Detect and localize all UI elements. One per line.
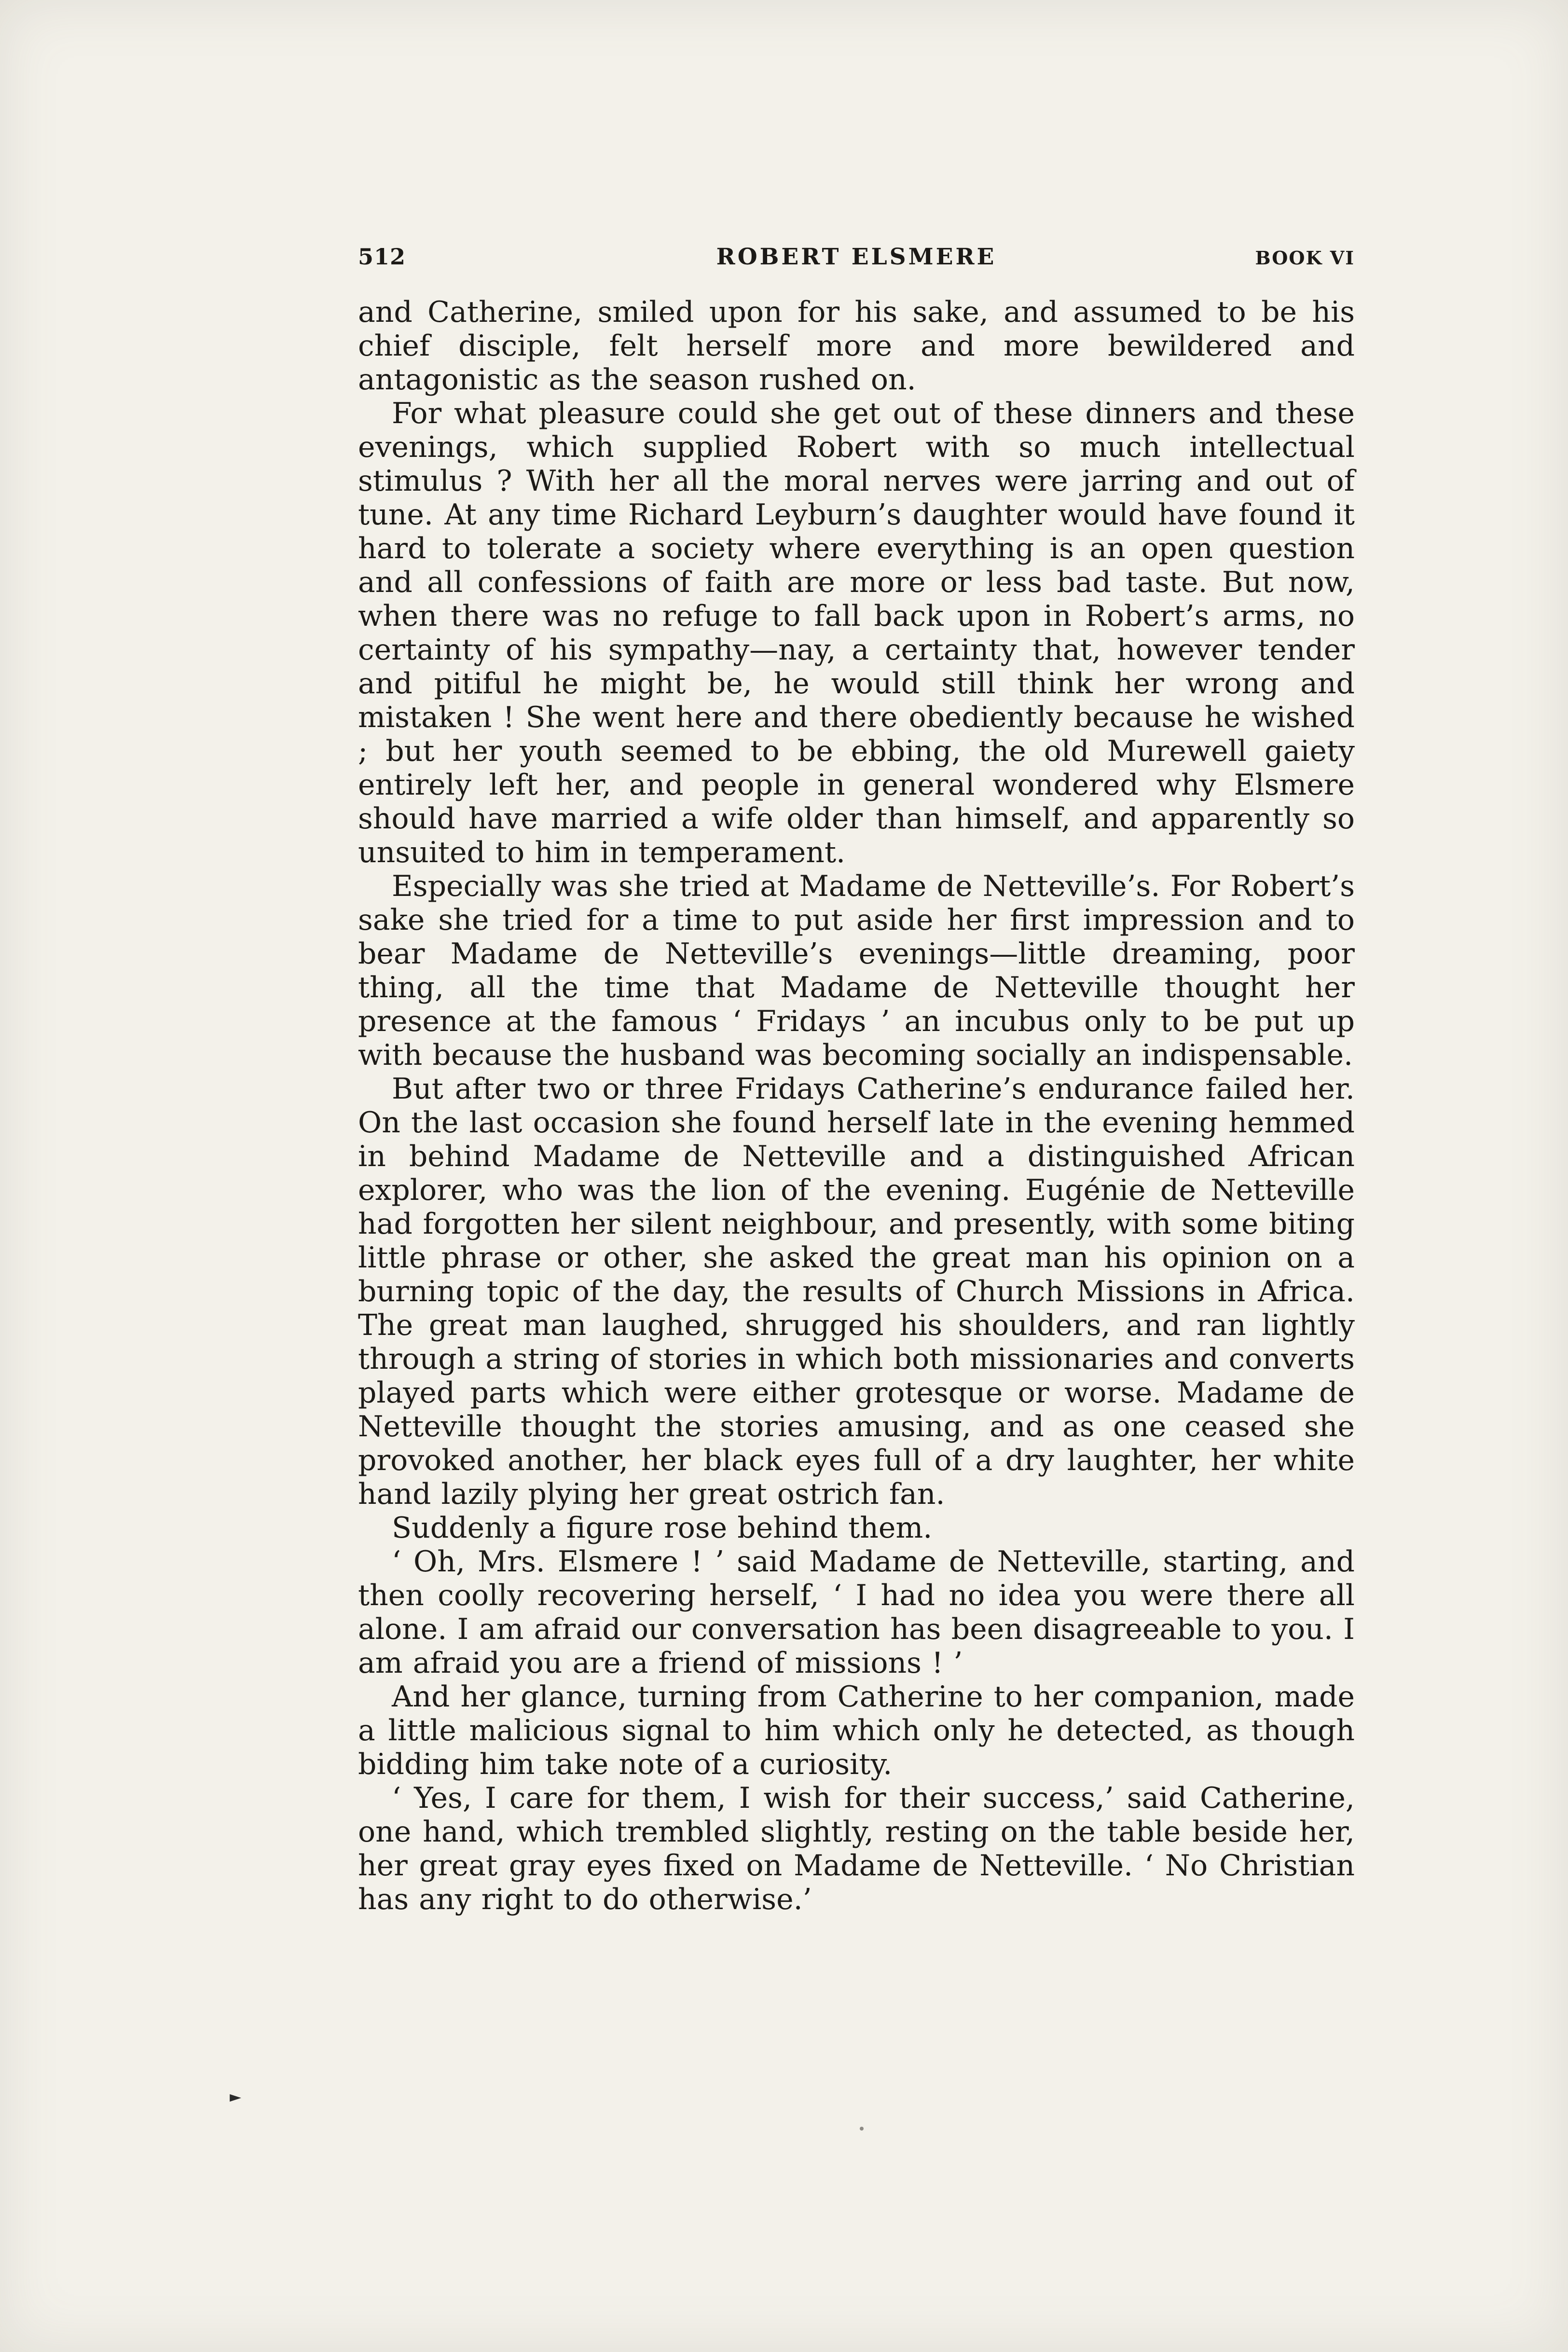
book-label: BOOK VI — [1255, 247, 1355, 269]
paragraph: For what pleasure could she get out of these dinners and these evenings, which supplied Robert with so much intellectual stimulus ? With her all the moral nerves were jarring and out of tune. At any time Richard Leyburn’s daughter would have found it hard to tolerate a society where everything is an open question and all confessions of faith are more or less bad taste. But now, when there was no refuge to fall back upon in Robert’s arms, no certainty of his sympathy—nay, a certainty that, however tender and pitiful he might be, he would still think her wrong and mistaken ! She went here and there obediently because he wished ; but her youth seemed to be ebbing, the old Murewell gaiety entirely left her, and people in general wondered why Elsmere should have married a wife older than himself, and apparently so unsuited to him in temperament. — [358, 397, 1355, 869]
page-content — [358, 244, 1355, 1916]
page-header — [358, 244, 1355, 270]
page-body — [358, 295, 1355, 1916]
paragraph: Suddenly a figure rose behind them. — [392, 1511, 933, 1545]
paragraph: and Catherine, smiled upon for his sake, and assumed to be his chief disciple, felt herself more and more bewildered and antagonistic as the season rushed on. — [358, 295, 1355, 397]
paragraph: And her glance, turning from Catherine to her companion, made a little malicious signal to him which only he detected, as though bidding him take note of a curiosity. — [358, 1680, 1355, 1781]
paragraph: ‘ Oh, Mrs. Elsmere ! ’ said Madame de Netteville, starting, and then coolly recovering herself, ‘ I had no idea you were there all alone. I am afraid our conversation has been disagreeable to you. I am afraid you are a friend of missions ! ’ — [358, 1545, 1355, 1680]
paragraph: Especially was she tried at Madame de Netteville’s. For Robert’s sake she tried for a time to put aside her first impression and to bear Madame de Netteville’s evenings—little dreaming, poor thing, all the time that Madame de Netteville thought her presence at the famous ‘ Fridays ’ an incubus only to be put up with because the husband was becoming socially an indispensable. — [358, 869, 1355, 1072]
running-title: ROBERT ELSMERE — [716, 244, 997, 270]
page-number: 512 — [358, 244, 406, 270]
paragraph: But after two or three Fridays Catherine’s endurance failed her. On the last occasion she found herself late in the evening hemmed in behind Madame de Netteville and a distinguished African explorer, who was the lion of the evening. Eugénie de Netteville had forgotten her silent neighbour, and presently, with some biting little phrase or other, she asked the great man his opinion on a burning topic of the day, the results of Church Missions in Africa. The great man laughed, shrugged his shoulders, and ran lightly through a string of stories in which both missionaries and converts played parts which were either grotesque or worse. Madame de Netteville thought the stories amusing, and as one ceased she provoked another, her black eyes full of a dry laughter, her white hand lazily plying her great ostrich fan. — [358, 1072, 1355, 1511]
scan-speck — [860, 2127, 864, 2131]
pen-mark: ▸ — [230, 2088, 242, 2106]
paragraph: ‘ Yes, I care for them, I wish for their success,’ said Catherine, one hand, which trembled slightly, resting on the table beside her, her great gray eyes fixed on Madame de Netteville. ‘ No Christian has any right to do otherwise.’ — [358, 1781, 1355, 1916]
